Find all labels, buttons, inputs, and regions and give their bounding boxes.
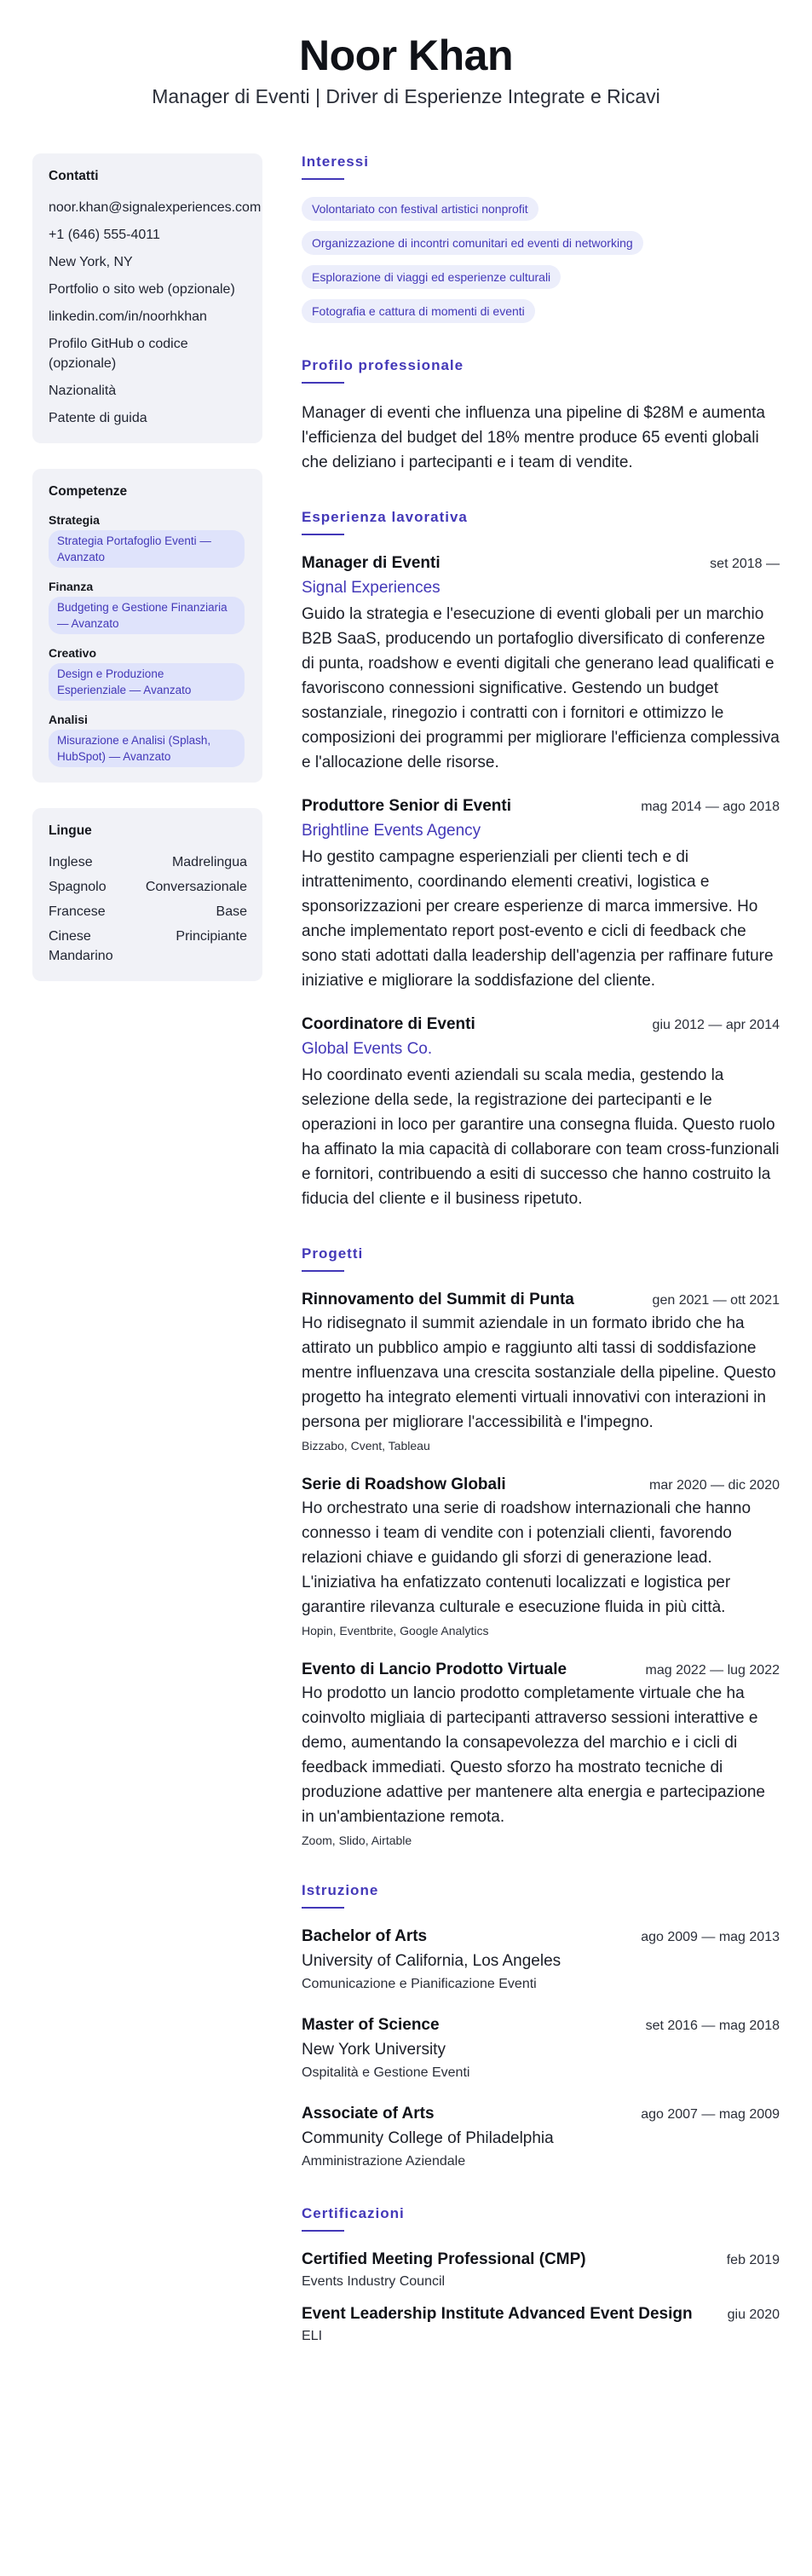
degree-name: Bachelor of Arts xyxy=(302,1927,428,1945)
skill-pill: Strategia Portafoglio Eventi — Avanzato xyxy=(49,530,245,568)
entry-header xyxy=(302,1474,780,1496)
section-title: Certificazioni xyxy=(302,2205,405,2221)
education-section xyxy=(302,1882,780,2171)
experience-section xyxy=(302,509,780,1211)
project-dates: mag 2022 — lug 2022 xyxy=(645,1663,780,1678)
language-row xyxy=(49,902,247,921)
language-name: Francese xyxy=(49,904,106,919)
languages-card xyxy=(32,808,262,981)
interest-pill: Organizzazione di incontri comunitari ed eventi di networking xyxy=(302,231,643,255)
skill-group xyxy=(49,646,247,701)
education-dates: ago 2009 — mag 2013 xyxy=(641,1930,780,1944)
skill-group xyxy=(49,513,247,568)
contact-phone[interactable]: +1 (646) 555-4011 xyxy=(49,228,160,242)
project-description: Ho ridisegnato il summit aziendale in un formato ibrido che ha attirato un pubblico ampio e raggiunto alti tassi di soddisfazione mentre influenzava una crescita sostanziale della pipeline. Questo progetto ha integrato elementi virtuali innovativi con interazioni in persona per migliorare l'accessibilità e l'impegno. xyxy=(302,1314,776,1431)
experience-entry xyxy=(302,1014,780,1211)
field-of-study: Ospitalità e Gestione Eventi xyxy=(302,2065,470,2080)
interest-pill: Volontariato con festival artistici nonprofit xyxy=(302,197,538,221)
language-level: Conversazionale xyxy=(145,880,247,894)
certification-date: giu 2020 xyxy=(727,2307,780,2322)
project-entry xyxy=(302,1289,780,1453)
certification-name: Event Leadership Institute Advanced Event Design xyxy=(302,2305,693,2323)
education-entry xyxy=(302,1926,780,1994)
languages-title: Lingue xyxy=(49,823,92,838)
employer-name: Global Events Co. xyxy=(302,1040,433,1058)
project-name: Serie di Roadshow Globali xyxy=(302,1476,506,1493)
language-row xyxy=(49,877,247,897)
project-entry xyxy=(302,1474,780,1638)
certification-name: Certified Meeting Professional (CMP) xyxy=(302,2250,586,2268)
section-divider xyxy=(302,2230,344,2232)
skill-category: Strategia xyxy=(49,513,100,527)
section-divider xyxy=(302,382,344,384)
certification-entry xyxy=(302,2249,780,2291)
certifications-section xyxy=(302,2205,780,2346)
school-name: University of California, Los Angeles xyxy=(302,1952,561,1970)
skill-group xyxy=(49,713,247,767)
contact-location: New York, NY xyxy=(49,255,133,269)
main-content xyxy=(302,153,780,2380)
certification-date: feb 2019 xyxy=(726,2253,780,2267)
skill-pill: Misurazione e Analisi (Splash, HubSpot) — Avanzato xyxy=(49,730,245,767)
project-description: Ho orchestrato una serie di roadshow internazionali che hanno connesso i team di vendite con i potenziali clienti, favorendo relazioni chiave e guidando gli sforzi di generazione lead. L'iniziativa ha enfatizzato contenuti localizzati e logistica per garantire rilevanza culturale e esecuzione fluida in più città. xyxy=(302,1499,752,1616)
entry-header xyxy=(302,2303,780,2325)
certification-issuer: Events Industry Council xyxy=(302,2274,446,2289)
contact-nationality: Nazionalità xyxy=(49,384,117,398)
job-dates: set 2018 — xyxy=(710,557,780,571)
experience-entry xyxy=(302,552,780,775)
project-tools: Hopin, Eventbrite, Google Analytics xyxy=(302,1624,489,1637)
candidate-name: Noor Khan xyxy=(298,32,514,79)
interest-pill: Esplorazione di viaggi ed esperienze culturali xyxy=(302,265,561,289)
section-title: Interessi xyxy=(302,153,369,170)
section-divider xyxy=(302,178,344,180)
candidate-tagline: Manager di Eventi | Driver di Esperienze Integrate e Ricavi xyxy=(152,85,660,107)
skill-category: Analisi xyxy=(49,713,88,726)
entry-header xyxy=(302,1014,780,1036)
entry-header xyxy=(302,1926,780,1948)
skill-category: Creativo xyxy=(49,646,97,660)
skills-card xyxy=(32,469,262,783)
certification-entry xyxy=(302,2303,780,2346)
entry-header xyxy=(302,2103,780,2125)
contact-linkedin[interactable]: linkedin.com/in/noorhkhan xyxy=(49,309,207,324)
job-title: Produttore Senior di Eventi xyxy=(302,797,511,815)
field-of-study: Comunicazione e Pianificazione Eventi xyxy=(302,1977,537,1991)
contact-github: Profilo GitHub o codice (opzionale) xyxy=(49,337,188,371)
school-name: Community College of Philadelphia xyxy=(302,2129,554,2147)
entry-header xyxy=(302,2249,780,2271)
school-name: New York University xyxy=(302,2041,446,2059)
projects-section xyxy=(302,1245,780,1848)
job-description: Ho coordinato eventi aziendali su scala media, gestendo la selezione della sede, la registrazione dei partecipanti e le operazioni in loco per garantire una consegna fluida. Questo ruolo ha affinato la mia capacità di collaborare con team cross-funzionali e fornitori, contribuendo a esiti di successo che hanno costruito la fiducia del cliente e il business ripetuto. xyxy=(302,1066,780,1208)
degree-name: Master of Science xyxy=(302,2016,440,2034)
skills-title: Competenze xyxy=(49,484,128,499)
language-level: Principiante xyxy=(176,929,247,944)
profile-summary: Manager di eventi che influenza una pipeline di $28M e aumenta l'efficienza del budget del 18% mentre produce 65 eventi globali che deliziano i partecipanti e i team di vendite. xyxy=(302,404,765,471)
resume-columns xyxy=(0,153,812,2380)
employer-name: Signal Experiences xyxy=(302,579,441,597)
project-dates: mar 2020 — dic 2020 xyxy=(649,1478,780,1493)
field-of-study: Amministrazione Aziendale xyxy=(302,2154,466,2169)
section-title: Profilo professionale xyxy=(302,357,464,373)
education-entry xyxy=(302,2014,780,2082)
language-level: Madrelingua xyxy=(171,855,247,869)
skill-category: Finanza xyxy=(49,580,94,593)
entry-header xyxy=(302,1289,780,1311)
contact-portfolio: Portfolio o sito web (opzionale) xyxy=(49,282,235,297)
job-dates: mag 2014 — ago 2018 xyxy=(641,800,780,814)
degree-name: Associate of Arts xyxy=(302,2105,435,2123)
education-entry xyxy=(302,2103,780,2171)
education-dates: ago 2007 — mag 2009 xyxy=(641,2107,780,2122)
project-name: Rinnovamento del Summit di Punta xyxy=(302,1291,574,1308)
project-name: Evento di Lancio Prodotto Virtuale xyxy=(302,1661,567,1678)
job-description: Guido la strategia e l'esecuzione di eventi globali per un marchio B2B SaaS, producendo un portafoglio diversificato di conferenze di punta, roadshow e eventi digitali che generano lead qualificati e favoriscono connessioni significative. Gestendo un budget sostanziale, rinegozio i contratti con i fornitori e ottimizzo le composizioni dei programmi per migliorare l'efficienza complessiva e l'allocazione delle risorse. xyxy=(302,605,780,771)
entry-header xyxy=(302,795,780,817)
skill-pill: Budgeting e Gestione Finanziaria — Avanzato xyxy=(49,597,245,634)
language-row xyxy=(49,927,247,966)
language-name: Cinese Mandarino xyxy=(49,929,113,963)
job-title: Coordinatore di Eventi xyxy=(302,1015,475,1033)
project-entry xyxy=(302,1659,780,1848)
section-divider xyxy=(302,534,344,535)
language-name: Inglese xyxy=(49,855,93,869)
language-level: Base xyxy=(216,904,247,919)
employer-name: Brightline Events Agency xyxy=(302,822,481,840)
section-title: Esperienza lavorativa xyxy=(302,509,468,525)
experience-entry xyxy=(302,795,780,993)
entry-header xyxy=(302,1659,780,1681)
project-tools: Zoom, Slido, Airtable xyxy=(302,1834,412,1847)
certification-issuer: ELI xyxy=(302,2329,323,2343)
interest-list xyxy=(302,197,780,323)
profile-section xyxy=(302,357,780,475)
language-name: Spagnolo xyxy=(49,880,107,894)
interest-pill: Fotografia e cattura di momenti di eventi xyxy=(302,299,535,323)
job-title: Manager di Eventi xyxy=(302,554,441,572)
section-title: Istruzione xyxy=(302,1882,379,1898)
contacts-title: Contatti xyxy=(49,169,99,183)
section-divider xyxy=(302,1907,344,1909)
job-dates: giu 2012 — apr 2014 xyxy=(652,1018,780,1032)
contact-email[interactable]: noor.khan@signalexperiences.com xyxy=(49,200,262,215)
contact-license: Patente di guida xyxy=(49,411,147,425)
project-description: Ho prodotto un lancio prodotto completamente virtuale che ha coinvolto migliaia di partecipanti attraverso sessioni interattive e demo, aumentando la consapevolezza del marchio e i cicli di feedback immediati. Questo sforzo ha mostrato tecniche di produzione adattive per mantenere alta energia e partecipazione in un'ambientazione remota. xyxy=(302,1684,765,1826)
contacts-card xyxy=(32,153,262,443)
project-dates: gen 2021 — ott 2021 xyxy=(652,1293,780,1308)
education-dates: set 2016 — mag 2018 xyxy=(645,2019,780,2033)
interests-section xyxy=(302,153,780,323)
section-title: Progetti xyxy=(302,1245,364,1262)
sidebar xyxy=(32,153,262,1007)
language-row xyxy=(49,852,247,872)
skill-group xyxy=(49,580,247,634)
resume-header xyxy=(0,0,812,109)
job-description: Ho gestito campagne esperienziali per clienti tech e di intrattenimento, coordinando elementi creativi, logistica e sponsorizzazioni per creare esperienze di marca immersive. Ho anche implementato report post-evento e cicli di feedback che sono stati adottati dalla leadership dell'agenzia per raffinare future iniziative e migliorare la soddisfazione del cliente. xyxy=(302,848,774,990)
skill-pill: Design e Produzione Esperienziale — Avanzato xyxy=(49,663,245,701)
entry-header xyxy=(302,552,780,575)
entry-header xyxy=(302,2014,780,2036)
project-tools: Bizzabo, Cvent, Tableau xyxy=(302,1439,430,1453)
section-divider xyxy=(302,1270,344,1272)
